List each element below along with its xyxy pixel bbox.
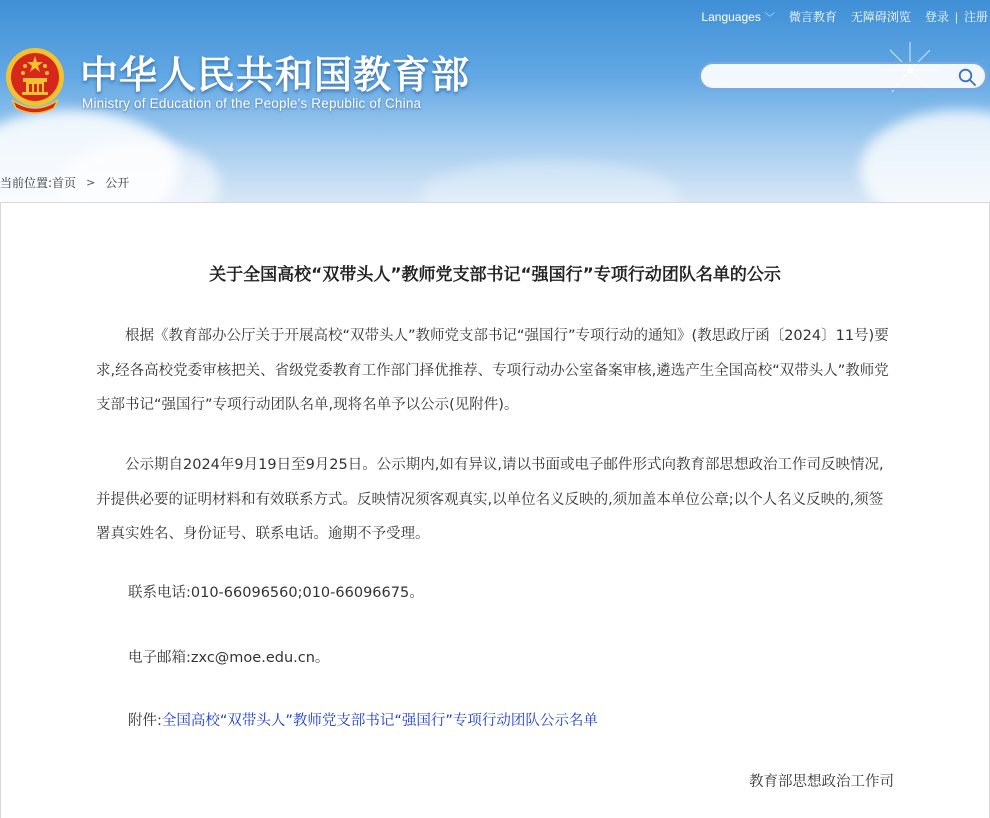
contact-phone: 联系电话:010-66096560;010-66096675。 [128,585,424,601]
login-link[interactable]: 登录 [924,10,949,24]
cloud-decoration [420,160,680,202]
breadcrumb [0,174,129,191]
attachment-row [128,709,598,730]
breadcrumb-prefix: 当前位置: [0,176,53,190]
attachment-link[interactable]: 全国高校“双带头人”教师党支部书记“强国行”专项行动团队公示名单 [161,713,598,729]
link-separator: | [954,9,958,24]
header-banner [0,0,990,202]
contact-email: 电子邮箱:zxc@moe.edu.cn。 [128,650,330,666]
languages-dropdown[interactable] [701,9,774,24]
site-title-en: Ministry of Education of the People's Republic of China [82,96,422,111]
article-paragraph: 公示期自2024年9月19日至9月25日。公示期内,如有异议,请以书面或电子邮件形式向教育部思想政治工作司反映情况,并提供必要的证明材料和有效联系方式。反映情况须客观真实,以单位名义反映的,须加盖本单位公章;以个人名义反映的,须签署真实姓名、身份证号、联系电话。逾期不予受理。 [96,457,884,542]
site-title-cn[interactable]: 中华人民共和国教育部 [80,53,471,97]
breadcrumb-public[interactable]: 公开 [105,176,130,190]
chevron-down-icon: ﹀ [764,13,775,24]
attachment-label: 附件: [128,713,162,729]
register-link[interactable]: 注册 [963,10,988,24]
chevron-right-icon: > [86,176,96,189]
accessibility-link[interactable]: 无障碍浏览 [850,10,911,24]
search-box [699,62,987,90]
search-icon[interactable] [957,67,977,87]
signature: 教育部思想政治工作司 [749,774,894,790]
cloud-decoration [860,110,990,202]
article-paragraph: 根据《教育部办公厅关于开展高校“双带头人”教师党支部书记“强国行”专项行动的通知》(教思政厅函〔2024〕11号)要求,经各高校党委审核把关、省级党委教育工作部门择优推荐、专项行动办公室备案审核,遴选产生全国高校“双带头人”教师党支部书记“强国行”专项行动团队名单,现将名单予以公示(见附件)。 [96,328,889,413]
article-title: 关于全国高校“双带头人”教师党支部书记“强国行”专项行动团队名单的公示 [209,265,781,285]
breadcrumb-home[interactable]: 首页 [52,176,77,190]
top-links-bar [687,8,990,25]
weibo-link[interactable]: 微言教育 [788,10,837,24]
search-input[interactable] [711,67,955,87]
languages-label: Languages [701,9,761,24]
article-container [0,202,990,818]
emblem-icon[interactable] [4,44,66,114]
